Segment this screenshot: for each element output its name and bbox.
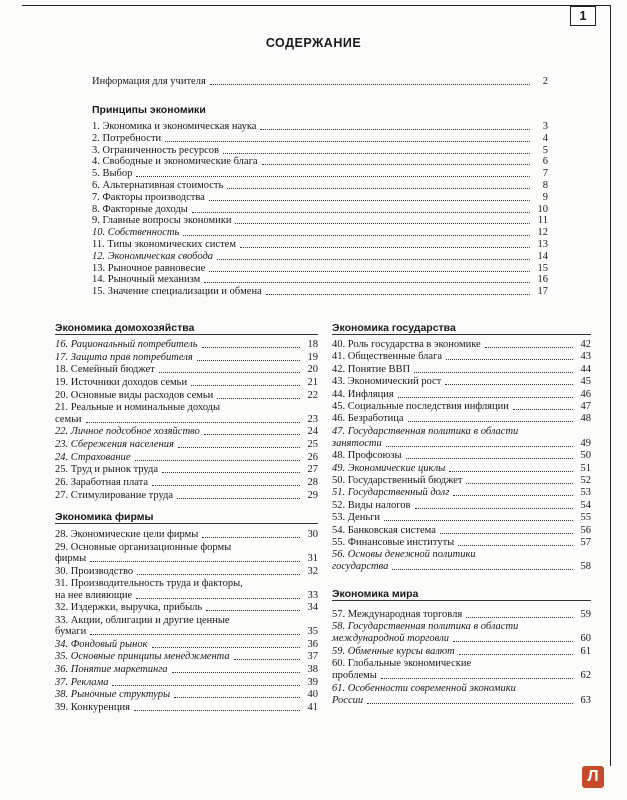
toc-entry-label: 53. Деньги <box>332 512 381 524</box>
toc-entry-label: 13. Рыночное равновесие <box>92 262 206 274</box>
toc-entry-label: 23. Сбережения населения <box>55 439 174 451</box>
toc-entry[interactable] <box>55 452 318 464</box>
dot-leader <box>191 385 300 386</box>
toc-entry-page: 29 <box>307 489 318 501</box>
toc-entry-page: 8 <box>542 180 548 191</box>
toc-entry-label: России <box>332 694 364 706</box>
toc-entry-page: 25 <box>307 439 318 451</box>
toc-entry-page: 12 <box>537 227 548 239</box>
toc-entry[interactable] <box>332 646 591 658</box>
dot-leader <box>204 282 530 283</box>
toc-entry-label: Информация для учителя <box>92 76 206 87</box>
toc-entry[interactable] <box>332 339 591 351</box>
dot-leader <box>136 176 530 177</box>
dot-leader <box>235 223 530 224</box>
dot-leader <box>240 247 530 248</box>
dot-leader <box>177 498 300 499</box>
toc-entry-page: 7 <box>542 168 548 180</box>
dot-leader <box>466 617 573 618</box>
toc-entry[interactable] <box>55 578 318 590</box>
toc-entry-page: 14 <box>537 250 548 262</box>
dot-leader <box>513 409 573 410</box>
toc-entry-page: 27 <box>307 464 318 476</box>
dot-leader <box>415 508 573 509</box>
toc-entry[interactable] <box>92 215 548 227</box>
toc-entry-label: 51. Государственный долг <box>332 487 450 499</box>
publisher-logo: Л <box>582 766 604 788</box>
toc-entry-page: 49 <box>580 437 591 449</box>
toc-entry[interactable] <box>55 702 318 714</box>
toc-entry-continuation[interactable] <box>55 414 318 426</box>
toc-entry-page: 17 <box>537 286 548 298</box>
dot-leader <box>406 458 573 459</box>
toc-entry-label: 8. Факторные доходы <box>92 203 188 215</box>
toc-entry-continuation[interactable] <box>332 695 591 707</box>
toc-entry[interactable] <box>332 475 591 487</box>
section-heading-household: Экономика домохозяйства <box>55 322 195 334</box>
toc-entry[interactable] <box>55 529 318 541</box>
toc-entry[interactable] <box>92 274 548 286</box>
toc-entry-label: 54. Банковская система <box>332 524 436 536</box>
toc-entry-page: 2 <box>542 76 548 87</box>
toc-entry-label: 32. Издержки, выручка, прибыль <box>55 602 203 614</box>
toc-entry-label: 28. Экономические цели фирмы <box>55 529 199 540</box>
dot-leader <box>466 483 573 484</box>
toc-entry[interactable] <box>332 658 591 670</box>
toc-entry-label: международной торговли <box>332 633 449 645</box>
dot-leader <box>381 678 573 679</box>
toc-entry-continuation[interactable] <box>332 561 591 573</box>
toc-entry-label: 1. Экономика и экономическая наука <box>92 121 257 132</box>
toc-entry-label: 52. Виды налогов <box>332 499 411 511</box>
toc-entry-label: 36. Понятие маркетинга <box>55 664 168 675</box>
dot-leader <box>260 129 530 130</box>
toc-entry-page: 28 <box>307 477 318 488</box>
toc-entry[interactable] <box>55 566 318 578</box>
toc-entry[interactable] <box>55 677 318 689</box>
toc-entry[interactable] <box>332 525 591 537</box>
toc-entry-label: 22. Личное подсобное хозяйство <box>55 426 200 438</box>
toc-entry-page: 50 <box>580 450 591 462</box>
toc-entry-page: 56 <box>580 524 591 536</box>
toc-entry-page: 53 <box>580 487 591 499</box>
toc-entry[interactable] <box>332 463 591 475</box>
toc-entry-continuation[interactable] <box>55 553 318 565</box>
toc-entry-label: 37. Реклама <box>55 676 109 688</box>
toc-entry[interactable] <box>55 615 318 627</box>
toc-entry-page: 9 <box>542 191 548 203</box>
section-rule <box>332 600 591 601</box>
section-rule <box>55 523 318 524</box>
toc-entry[interactable] <box>92 286 548 298</box>
dot-leader <box>178 447 300 448</box>
toc-entry[interactable] <box>55 651 318 663</box>
toc-entry-label: 14. Рыночный механизм <box>92 274 201 286</box>
toc-entry-label: 55. Финансовые институты <box>332 537 455 548</box>
toc-entry[interactable] <box>55 426 318 438</box>
dot-leader <box>223 153 530 154</box>
dot-leader <box>192 212 530 213</box>
toc-entry-label: 29. Основные организационные формы <box>55 541 232 553</box>
toc-entry[interactable] <box>55 602 318 614</box>
dot-leader <box>204 434 300 435</box>
toc-entry-page: 32 <box>307 565 318 577</box>
toc-entry[interactable] <box>55 664 318 676</box>
dot-leader <box>453 495 573 496</box>
dot-leader <box>165 141 530 142</box>
toc-entry-page: 39 <box>307 676 318 688</box>
toc-entry-page: 48 <box>580 413 591 425</box>
toc-entry-page: 36 <box>307 638 318 650</box>
toc-entry-label: 45. Социальные последствия инфляции <box>332 401 509 412</box>
dot-leader <box>162 472 300 473</box>
toc-entry-page: 19 <box>307 351 318 363</box>
toc-entry[interactable] <box>55 477 318 489</box>
toc-entry-page: 42 <box>580 339 591 350</box>
toc-entry-page: 55 <box>580 512 591 524</box>
toc-entry[interactable] <box>55 352 318 364</box>
toc-entry-page: 15 <box>537 262 548 274</box>
toc-entry-intro[interactable] <box>92 76 548 88</box>
toc-entry-page: 62 <box>580 670 591 682</box>
toc-entry-label: 18. Семейный бюджет <box>55 364 155 376</box>
toc-entry-label: 48. Профсоюзы <box>332 450 402 462</box>
toc-entry-label: 47. Государственная политика в области <box>332 425 519 437</box>
toc-entry-page: 3 <box>542 121 548 132</box>
page-title: СОДЕРЖАНИЕ <box>265 36 362 50</box>
dot-leader <box>453 641 573 642</box>
toc-entry-label: занятости <box>332 437 382 449</box>
toc-entry[interactable] <box>55 390 318 402</box>
toc-entry[interactable] <box>332 413 591 425</box>
toc-entry[interactable] <box>92 121 548 133</box>
toc-entry-page: 34 <box>307 602 318 614</box>
toc-entry-page: 54 <box>580 499 591 511</box>
toc-entry[interactable] <box>332 351 591 363</box>
toc-entry-page: 13 <box>537 239 548 250</box>
toc-entry-page: 59 <box>580 609 591 620</box>
toc-entry-label: семьи <box>55 413 82 425</box>
toc-entry-page: 16 <box>537 274 548 286</box>
toc-entry-label: 42. Понятие ВВП <box>332 363 411 375</box>
toc-entry-label: 57. Международная торговля <box>332 609 463 620</box>
toc-entry-label: 61. Особенности современной экономики <box>332 682 516 694</box>
dot-leader <box>367 703 573 704</box>
toc-entry-page: 33 <box>307 589 318 601</box>
toc-entry[interactable] <box>55 542 318 554</box>
dot-leader <box>384 520 573 521</box>
section-heading-world: Экономика мира <box>332 588 419 600</box>
dot-leader <box>152 485 300 486</box>
toc-entry[interactable] <box>332 450 591 462</box>
toc-entry-label: 6. Альтернативная стоимость <box>92 180 224 191</box>
toc-entry-label: 56. Основы денежной политики <box>332 549 476 561</box>
toc-entry-page: 11 <box>537 215 548 227</box>
toc-entry-label: 21. Реальные и номинальные доходы <box>55 402 221 414</box>
toc-entry-label: 12. Экономическая свобода <box>92 250 214 262</box>
dot-leader <box>217 398 300 399</box>
toc-entry-page: 57 <box>580 537 591 548</box>
section-heading-state: Экономика государства <box>332 322 456 334</box>
toc-entry[interactable] <box>55 639 318 651</box>
toc-entry-label: бумаги <box>55 626 87 638</box>
toc-entry-page: 26 <box>307 451 318 463</box>
toc-entry[interactable] <box>55 439 318 451</box>
toc-entry-page: 6 <box>542 156 548 168</box>
toc-entry-label: 50. Государственный бюджет <box>332 475 463 486</box>
toc-entry[interactable] <box>92 227 548 239</box>
toc-entry[interactable] <box>55 464 318 476</box>
toc-entry-label: 49. Экономические циклы <box>332 462 446 474</box>
dot-leader <box>485 347 573 348</box>
dot-leader <box>398 397 573 398</box>
toc-entry-label: 20. Основные виды расходов семьи <box>55 389 214 401</box>
toc-entry-page: 10 <box>537 203 548 215</box>
toc-entry-label: фирмы <box>55 553 87 564</box>
toc-entry[interactable] <box>332 426 591 438</box>
toc-entry-label: 11. Типы экономических систем <box>92 239 236 250</box>
dot-leader <box>445 384 573 385</box>
toc-entry-label: 24. Страхование <box>55 451 131 463</box>
toc-entry-page: 18 <box>307 339 318 350</box>
dot-leader <box>136 598 300 599</box>
toc-entry-page: 58 <box>580 561 591 573</box>
section-rule <box>332 334 591 335</box>
toc-entry-label: 46. Безработица <box>332 413 404 425</box>
toc-entry[interactable] <box>332 500 591 512</box>
toc-entry[interactable] <box>55 490 318 502</box>
toc-entry-continuation[interactable] <box>55 626 318 638</box>
dot-leader <box>234 659 300 660</box>
toc-entry-page: 22 <box>307 389 318 401</box>
toc-entry-label: 10. Собственность <box>92 227 180 239</box>
toc-entry-label: 17. Защита прав потребителя <box>55 351 193 363</box>
dot-leader <box>408 421 573 422</box>
toc-entry-page: 20 <box>307 364 318 376</box>
dot-leader <box>227 188 530 189</box>
toc-entry-page: 24 <box>307 426 318 438</box>
toc-entry-label: 31. Производительность труда и факторы, <box>55 578 243 590</box>
toc-entry-label: 30. Производство <box>55 565 134 577</box>
dot-leader <box>446 359 573 360</box>
toc-entry[interactable] <box>92 239 548 251</box>
dot-leader <box>183 235 530 236</box>
toc-entry[interactable] <box>332 376 591 388</box>
toc-entry-page: 47 <box>580 401 591 412</box>
dot-leader <box>262 164 530 165</box>
toc-entry-label: 19. Источники доходов семьи <box>55 376 188 388</box>
dot-leader <box>90 561 300 562</box>
toc-entry-label: 27. Стимулирование труда <box>55 489 174 501</box>
toc-entry-continuation[interactable] <box>332 670 591 682</box>
dot-leader <box>209 271 530 272</box>
toc-entry-label: 60. Глобальные экономические <box>332 658 472 670</box>
toc-entry-page: 51 <box>580 462 591 474</box>
dot-leader <box>209 200 530 201</box>
dot-leader <box>86 422 300 423</box>
toc-entry-page: 46 <box>580 388 591 400</box>
dot-leader <box>90 634 300 635</box>
dot-leader <box>386 446 573 447</box>
toc-entry-label: 40. Роль государства в экономике <box>332 339 481 350</box>
toc-entry-label: 33. Акции, облигации и другие ценные <box>55 614 230 626</box>
toc-entry-label: 35. Основные принципы менеджмента <box>55 651 230 663</box>
toc-entry-label: 44. Инфляция <box>332 388 394 400</box>
toc-entry-page: 23 <box>307 413 318 425</box>
toc-entry-continuation[interactable] <box>332 633 591 645</box>
toc-entry[interactable] <box>92 168 548 180</box>
dot-leader <box>202 537 300 538</box>
toc-entry-page: 52 <box>580 475 591 486</box>
toc-entry-page: 45 <box>580 376 591 388</box>
toc-entry-page: 38 <box>307 664 318 675</box>
section-rule <box>55 334 318 335</box>
toc-entry-page: 30 <box>307 529 318 540</box>
dot-leader <box>159 372 300 373</box>
dot-leader <box>206 610 300 611</box>
toc-entry[interactable] <box>92 204 548 216</box>
toc-entry-page: 21 <box>307 376 318 388</box>
toc-entry-page: 63 <box>580 694 591 706</box>
toc-entry[interactable] <box>332 609 591 621</box>
section-heading-principles: Принципы экономики <box>92 104 206 116</box>
toc-entry[interactable] <box>55 689 318 701</box>
toc-entry-label: 58. Государственная политика в области <box>332 621 519 633</box>
toc-entry-label: 15. Значение специализации и обмена <box>92 286 262 298</box>
toc-entry[interactable] <box>332 549 591 561</box>
dot-leader <box>202 347 301 348</box>
toc-entry[interactable] <box>92 192 548 204</box>
dot-leader <box>414 372 573 373</box>
dot-leader <box>210 84 530 85</box>
toc-entry[interactable] <box>332 537 591 549</box>
dot-leader <box>172 672 300 673</box>
dot-leader <box>152 647 301 648</box>
toc-entry-label: 3. Ограниченность ресурсов <box>92 144 219 156</box>
dot-leader <box>458 545 573 546</box>
toc-entry-label: 25. Труд и рынок труда <box>55 464 158 476</box>
dot-leader <box>137 574 300 575</box>
toc-entry[interactable] <box>332 683 591 695</box>
dot-leader <box>134 710 300 711</box>
dot-leader <box>392 569 573 570</box>
toc-entry-label: 41. Общественные блага <box>332 351 443 363</box>
toc-entry[interactable] <box>92 133 548 145</box>
toc-entry[interactable] <box>92 145 548 157</box>
dot-leader <box>174 697 300 698</box>
dot-leader <box>459 654 573 655</box>
toc-entry[interactable] <box>332 364 591 376</box>
dot-leader <box>135 460 301 461</box>
toc-entry[interactable] <box>92 263 548 275</box>
toc-entry-label: государства <box>332 561 389 573</box>
toc-entry-label: 16. Рациональный потребитель <box>55 339 198 350</box>
toc-entry-page: 4 <box>542 132 548 144</box>
toc-entry-label: 38. Рыночные структуры <box>55 689 171 701</box>
dot-leader <box>217 259 530 260</box>
dot-leader <box>112 685 300 686</box>
toc-entry[interactable] <box>55 402 318 414</box>
toc-entry-label: на нее влияющие <box>55 589 133 601</box>
section-heading-firm: Экономика фирмы <box>55 511 154 523</box>
toc-entry-label: проблемы <box>332 670 377 682</box>
page-number: 1 <box>570 6 596 26</box>
toc-entry-page: 31 <box>307 553 318 564</box>
toc-entry-page: 35 <box>307 626 318 638</box>
toc-entry-continuation[interactable] <box>55 590 318 602</box>
toc-entry-label: 9. Главные вопросы экономики <box>92 215 232 227</box>
toc-entry-label: 59. Обменные курсы валют <box>332 645 455 657</box>
toc-entry[interactable] <box>332 512 591 524</box>
toc-entry-page: 5 <box>542 144 548 156</box>
toc-entry-page: 40 <box>307 689 318 701</box>
toc-entry[interactable] <box>55 364 318 376</box>
toc-entry-label: 39. Конкуренция <box>55 701 130 713</box>
toc-entry-label: 34. Фондовый рынок <box>55 638 148 650</box>
toc-entry[interactable] <box>332 487 591 499</box>
toc-entry-page: 37 <box>307 651 318 663</box>
toc-entry-label: 43. Экономический рост <box>332 376 442 388</box>
toc-entry[interactable] <box>55 377 318 389</box>
toc-entry-page: 43 <box>580 351 591 363</box>
toc-entry-label: 5. Выбор <box>92 168 133 180</box>
toc-entry[interactable] <box>92 156 548 168</box>
dot-leader <box>266 294 530 295</box>
toc-entry[interactable] <box>92 180 548 192</box>
dot-leader <box>440 533 573 534</box>
toc-entry[interactable] <box>55 339 318 351</box>
toc-entry-label: 4. Свободные и экономические блага <box>92 156 258 168</box>
toc-entry-label: 2. Потребности <box>92 132 162 144</box>
toc-entry-page: 44 <box>580 363 591 375</box>
toc-entry-continuation[interactable] <box>332 438 591 450</box>
toc-entry-page: 61 <box>580 645 591 657</box>
toc-entry-page: 41 <box>307 701 318 713</box>
toc-entry[interactable] <box>332 621 591 633</box>
toc-entry-label: 7. Факторы производства <box>92 191 205 203</box>
toc-entry-page: 60 <box>580 633 591 645</box>
dot-leader <box>449 471 573 472</box>
toc-entry-label: 26. Заработная плата <box>55 477 148 488</box>
dot-leader <box>197 360 300 361</box>
toc-entry[interactable] <box>92 251 548 263</box>
toc-entry[interactable] <box>332 401 591 413</box>
toc-entry[interactable] <box>332 389 591 401</box>
